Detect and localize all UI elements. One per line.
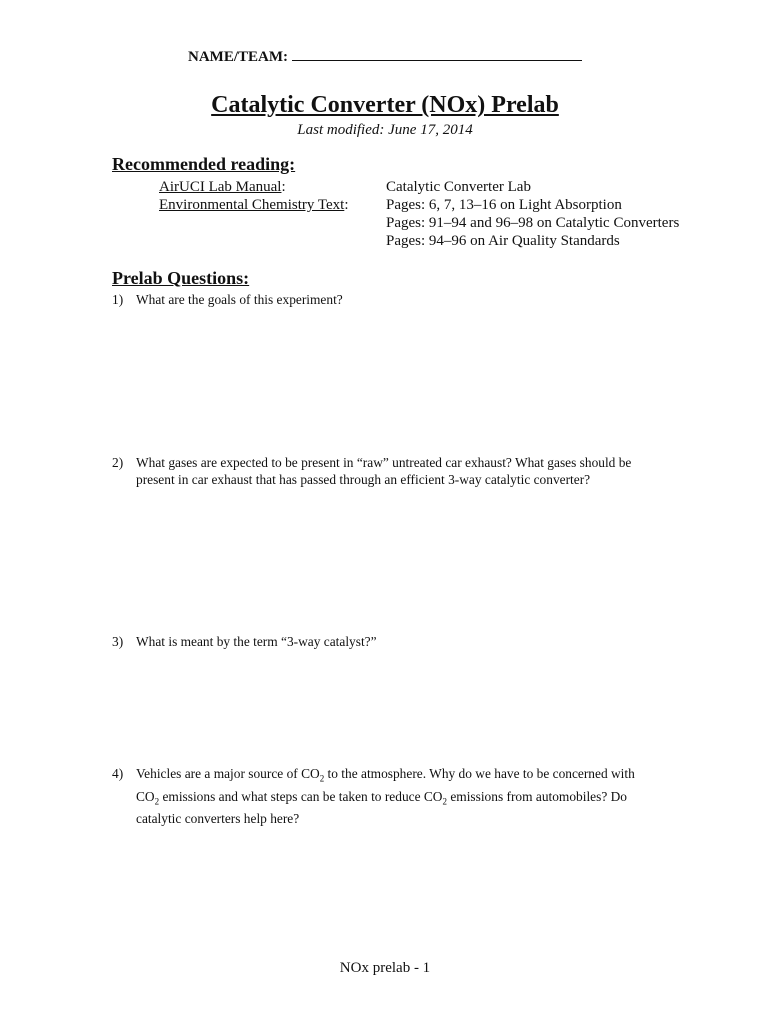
- recommended-reading-heading: Recommended reading:: [112, 154, 296, 174]
- question-1: [112, 291, 672, 308]
- question-2: [112, 454, 672, 488]
- reading-detail: Pages: 91–94 and 96–98 on Catalytic Converters: [386, 215, 680, 231]
- question-number: 2): [112, 455, 124, 470]
- question-text: What is meant by the term “3-way catalyst?”: [136, 634, 377, 649]
- reading-source-lab-manual: AirUCI Lab Manual:: [159, 179, 286, 195]
- question-number: 3): [112, 634, 124, 649]
- question-text: What are the goals of this experiment?: [136, 292, 343, 307]
- question-number: 4): [112, 766, 124, 781]
- page-title: Catalytic Converter (NOx) Prelab: [211, 92, 559, 118]
- reading-detail: Pages: 6, 7, 13–16 on Light Absorption: [386, 197, 622, 213]
- name-team-label: NAME/TEAM:: [188, 49, 288, 65]
- page-footer: NOx prelab - 1: [339, 960, 431, 976]
- prelab-questions-heading: Prelab Questions:: [112, 268, 250, 288]
- reading-details: [386, 178, 679, 250]
- last-modified-subtitle: Last modified: June 17, 2014: [297, 122, 473, 138]
- reading-detail: Pages: 94–96 on Air Quality Standards: [386, 233, 620, 249]
- name-team-blank-line[interactable]: [292, 46, 582, 61]
- question-number: 1): [112, 292, 124, 307]
- question-4: [112, 765, 672, 827]
- reading-detail: Catalytic Converter Lab: [386, 179, 531, 195]
- reading-source-chem-text: Environmental Chemistry Text:: [159, 197, 349, 213]
- reading-sources: [159, 178, 348, 214]
- question-3: [112, 633, 672, 650]
- name-team-field: [0, 46, 770, 66]
- question-text: Vehicles are a major source of $CO_2$ to the atmosphere. Why do we have to be concerned with $CO_2$ emissions and what steps can be taken to reduce $CO_2$ emissions from automobiles? Do catalytic converters help here?: [136, 766, 635, 827]
- question-text: What gases are expected to be present in “raw” untreated car exhaust? What gases should be present in car exhaust that has passed through an efficient 3-way catalytic converter?: [136, 455, 632, 487]
